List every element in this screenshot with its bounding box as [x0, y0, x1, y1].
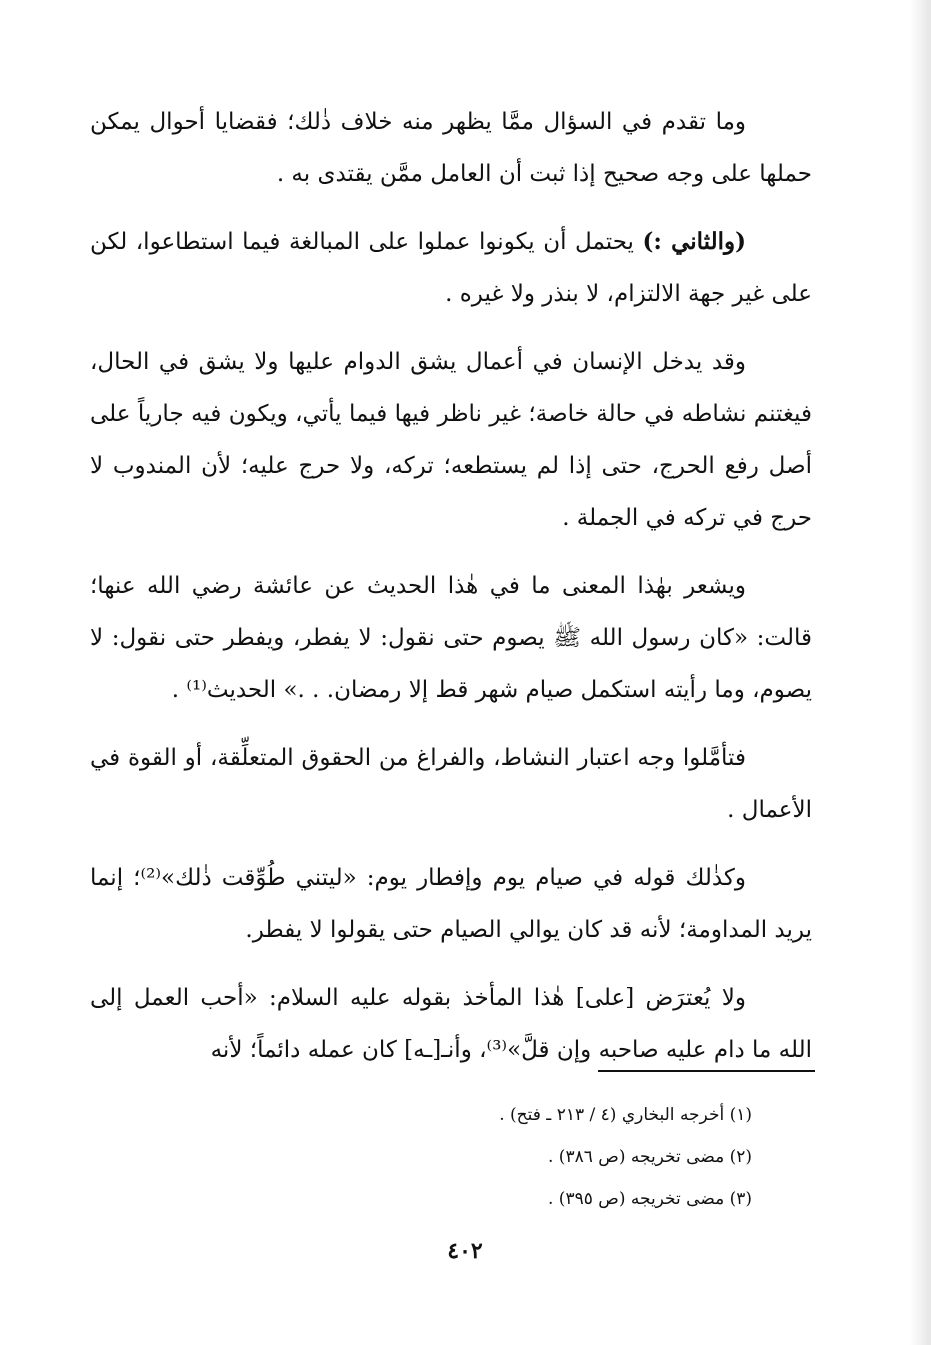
paragraph-text: وما تقدم في السؤال ممَّا يظهر منه خلاف ذٰلك؛ فقضايا أحوال يمكن حملها على وجه صحيح إذا ثبت أن العامل ممَّن يقتدى به . [90, 109, 812, 187]
footnote-3: (٣) مضى تخريجه (ص ٣٩٥) . [548, 1189, 752, 1209]
footnote-2: (٢) مضى تخريجه (ص ٣٨٦) . [548, 1147, 752, 1167]
main-text [90, 96, 812, 1092]
paragraph-6 [90, 852, 812, 956]
paragraph-text: ولا يُعترَض [على] هٰذا المأخذ بقوله عليه السلام: «أحب العمل إلى الله ما دام عليه صاحبه وإن قلَّ»⁽³⁾، وأنـ[ـه] كان عمله دائماً؛ لأنه [90, 985, 812, 1063]
paragraph-2 [90, 216, 812, 320]
footnote-1: (١) أخرجه البخاري (٤ / ٢١٣ ـ فتح) . [499, 1105, 752, 1125]
paragraph-1 [90, 96, 812, 200]
paragraph-7 [90, 972, 812, 1076]
paragraph-text: يحتمل أن يكونوا عملوا على المبالغة فيما استطاعوا، لكن على غير جهة الالتزام، لا بنذر ولا غيره . [90, 229, 812, 307]
footnote-divider [598, 1070, 815, 1072]
footnotes [380, 1094, 752, 1220]
page-edge-shadow [909, 0, 931, 1345]
paragraph-text: فتأمَّلوا وجه اعتبار النشاط، والفراغ من الحقوق المتعلِّقة، أو القوة في الأعمال . [90, 745, 812, 823]
paragraph-text: وكذٰلك قوله في صيام يوم وإفطار يوم: «ليتني طُوِّقت ذٰلك»⁽²⁾؛ إنما يريد المداومة؛ لأنه قد كان يوالي الصيام حتى يقولوا لا يفطر. [90, 865, 812, 943]
paragraph-3 [90, 336, 812, 544]
paragraph-lead: (والثاني :) [642, 228, 746, 255]
paragraph-text: وقد يدخل الإنسان في أعمال يشق الدوام عليها ولا يشق في الحال، فيغتنم نشاطه في حالة خاصة؛ غير ناظر فيها فيما يأتي، ويكون فيه جارياً على أصل رفع الحرج، حتى إذا لم يستطعه؛ تركه، ولا حرج عليه؛ لأن المندوب لا حرج في تركه في الجملة . [90, 349, 812, 531]
page-number: ٤٠٢ [447, 1238, 483, 1264]
paragraph-text: ويشعر بهٰذا المعنى ما في هٰذا الحديث عن عائشة رضي الله عنها؛ قالت: «كان رسول الله ﷺ يصوم حتى نقول: لا يفطر، ويفطر حتى نقول: لا يصوم، وما رأيته استكمل صيام شهر قط إلا رمضان. . .» الحديث⁽¹⁾ . [90, 573, 812, 703]
paragraph-5 [90, 732, 812, 836]
paragraph-4 [90, 560, 812, 716]
